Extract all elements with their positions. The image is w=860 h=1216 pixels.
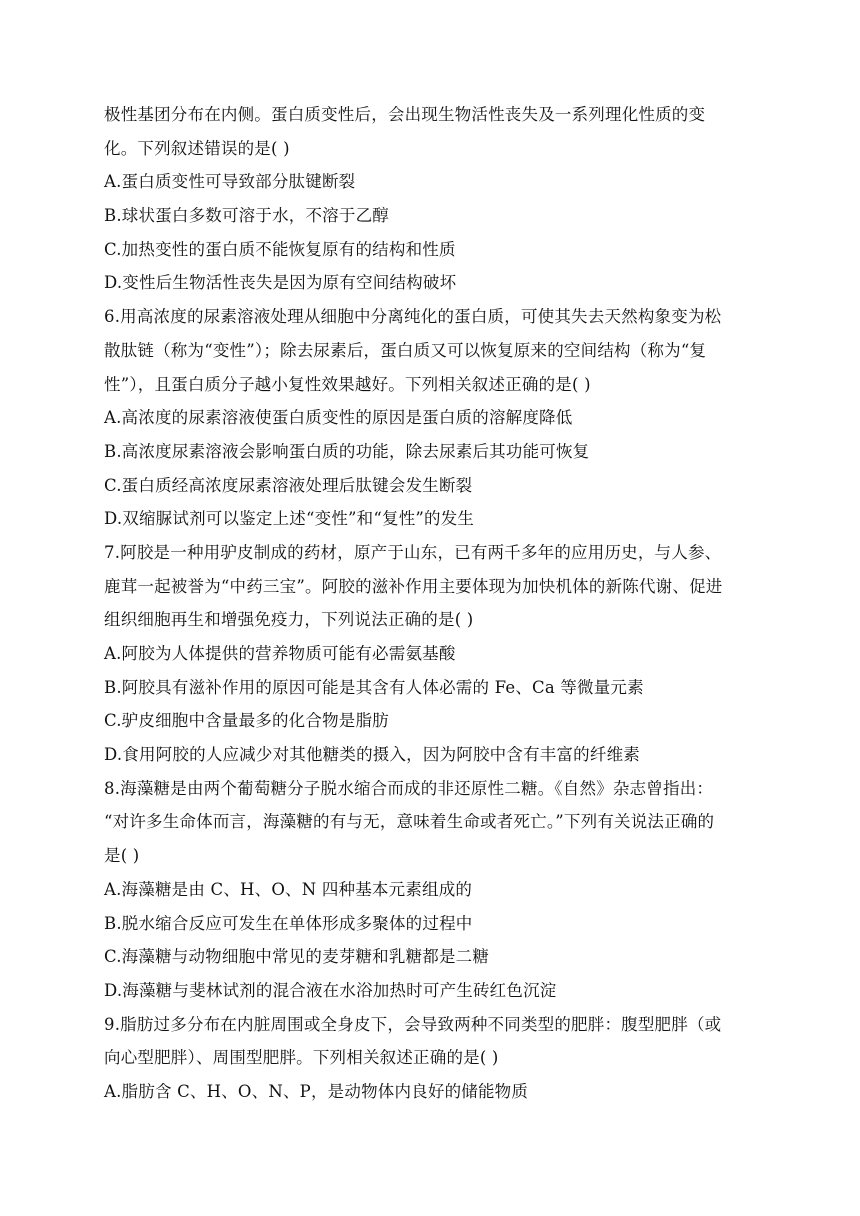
question-line: 7.阿胶是一种用驴皮制成的药材，原产于山东，已有两千多年的应用历史，与人参、	[104, 542, 722, 562]
option-line: A.高浓度的尿素溶液使蛋白质变性的原因是蛋白质的溶解度降低	[104, 408, 573, 428]
text-line: 是( )	[104, 846, 140, 866]
option-line: B.球状蛋白多数可溶于水，不溶于乙醇	[104, 206, 389, 226]
text-line: 向心型肥胖）、周围型肥胖。下列相关叙述正确的是( )	[104, 1048, 499, 1068]
option-line: D.海藻糖与斐林试剂的混合液在水浴加热时可产生砖红色沉淀	[104, 980, 557, 1000]
question-line: 6.用高浓度的尿素溶液处理从细胞中分离纯化的蛋白质，可使其失去天然构象变为松	[104, 307, 722, 327]
text-line: 鹿茸一起被誉为“中药三宝”。阿胶的滋补作用主要体现为加快机体的新陈代谢、促进	[104, 576, 723, 596]
question-line: 8.海藻糖是由两个葡萄糖分子脱水缩合而成的非还原性二糖。《自然》杂志曾指出：	[104, 778, 714, 798]
text-line: 组织细胞再生和增强免疫力，下列说法正确的是( )	[104, 610, 474, 630]
option-line: A.阿胶为人体提供的营养物质可能有必需氨基酸	[104, 644, 456, 663]
option-line: C.加热变性的蛋白质不能恢复原有的结构和性质	[104, 239, 456, 259]
option-line: A.蛋白质变性可导致部分肽键断裂	[104, 172, 356, 192]
text-line: 散肽链（称为“变性”）；除去尿素后，蛋白质又可以恢复原来的空间结构（称为“复	[104, 340, 707, 360]
text-line: “对许多生命体而言，海藻糖的有与无，意味着生命或者死亡。”下列有关说法正确的	[104, 812, 715, 832]
option-line: B.阿胶具有滋补作用的原因可能是其含有人体必需的 Fe、Ca 等微量元素	[104, 677, 644, 697]
text-line: 性”），且蛋白质分子越小复性效果越好。下列相关叙述正确的是( )	[104, 374, 591, 394]
option-line: C.海藻糖与动物细胞中常见的麦芽糖和乳糖都是二糖	[104, 947, 490, 967]
option-line: A.脂肪含 C、H、O、N、P，是动物体内良好的储能物质	[104, 1081, 529, 1101]
option-line: C.驴皮细胞中含量最多的化合物是脂肪	[104, 711, 389, 731]
option-line: B.脱水缩合反应可发生在单体形成多聚体的过程中	[104, 913, 473, 933]
option-line: A.海藻糖是由 C、H、O、N 四种基本元素组成的	[104, 879, 473, 899]
document-page	[104, 98, 764, 1109]
option-line: D.变性后生物活性丧失是因为原有空间结构破坏	[104, 273, 457, 293]
text-line: 极性基团分布在内侧。蛋白质变性后，会出现生物活性丧失及一系列理化性质的变	[104, 105, 706, 124]
option-line: D.双缩脲试剂可以鉴定上述“变性”和“复性”的发生	[104, 509, 475, 529]
option-line: B.高浓度尿素溶液会影响蛋白质的功能，除去尿素后其功能可恢复	[104, 441, 590, 461]
question-line: 9.脂肪过多分布在内脏周围或全身皮下，会导致两种不同类型的肥胖：腹型肥胖（或	[104, 1014, 722, 1034]
text-line: 化。下列叙述错误的是( )	[104, 138, 290, 158]
option-line: C.蛋白质经高浓度尿素溶液处理后肽键会发生断裂	[104, 475, 473, 495]
option-line: D.食用阿胶的人应减少对其他糖类的摄入，因为阿胶中含有丰富的纤维素	[104, 745, 640, 765]
